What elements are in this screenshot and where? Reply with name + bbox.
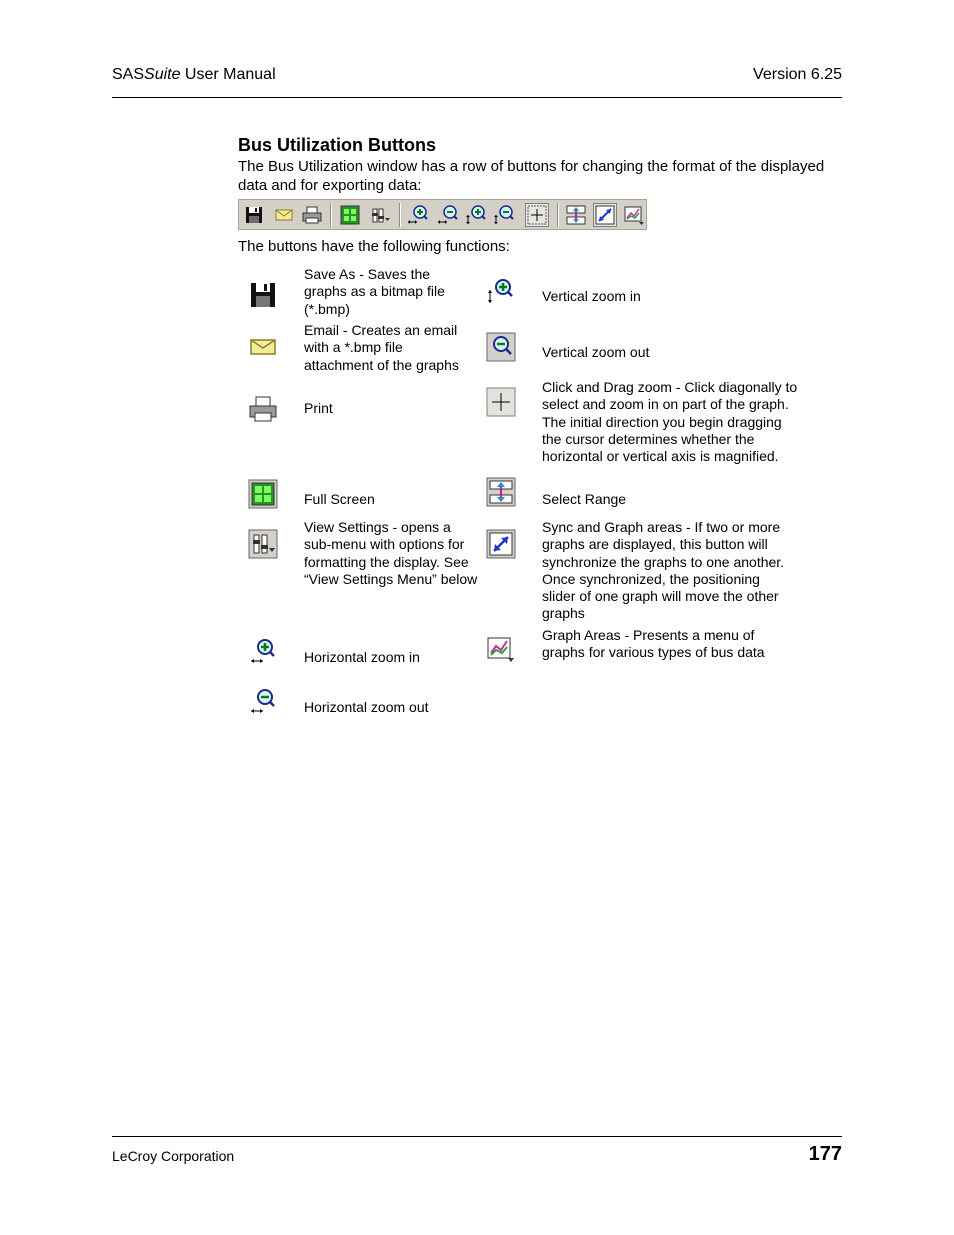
- sync-graph-areas-icon: [593, 203, 617, 227]
- select-range-description: Select Range: [542, 491, 627, 507]
- full-screen-icon: [339, 204, 361, 226]
- page-number: 177: [808, 1143, 842, 1165]
- full-screen-description: Full Screen: [304, 491, 375, 507]
- horizontal-zoom-in-icon: [248, 637, 278, 667]
- section-intro: The Bus Utilization window has a row of buttons for changing the format of the displayed data and for exporting data:: [238, 158, 825, 194]
- full-screen-icon: [248, 479, 278, 509]
- vertical-zoom-out-icon: [486, 332, 516, 362]
- graph-areas-icon: [486, 634, 516, 664]
- vertical-zoom-in-description: Vertical zoom in: [542, 288, 641, 304]
- bus-utilization-toolbar: [238, 199, 647, 230]
- email-icon: [273, 204, 295, 226]
- print-icon: [301, 204, 323, 226]
- sync-graph-areas-description: Sync and Graph areas - If two or more graphs are displayed, this button will synchronize the graphs to one another. Once synchronized, the positioning slider of one graph will move the other graphs: [542, 519, 785, 622]
- click-drag-zoom-icon: [525, 203, 549, 227]
- select-range-icon: [565, 204, 587, 226]
- vertical-zoom-out-icon: [493, 204, 515, 226]
- horizontal-zoom-in-description: Horizontal zoom in: [304, 649, 420, 665]
- horizontal-zoom-out-description: Horizontal zoom out: [304, 699, 429, 715]
- save-as-description: Save As - Saves the graphs as a bitmap file (*.bmp): [304, 266, 445, 317]
- vertical-zoom-in-icon: [486, 277, 516, 307]
- vertical-zoom-out-description: Vertical zoom out: [542, 344, 650, 360]
- running-header-title: SASSuite User Manual: [112, 66, 276, 83]
- horizontal-zoom-out-icon: [248, 687, 278, 717]
- select-range-icon: [486, 477, 516, 507]
- email-description: Email - Creates an email with a *.bmp file attachment of the graphs: [304, 322, 459, 373]
- footer-company: LeCroy Corporation: [112, 1148, 235, 1164]
- sync-graph-areas-icon: [486, 529, 516, 559]
- vertical-zoom-in-icon: [465, 204, 487, 226]
- save-icon: [248, 280, 278, 310]
- section-title: Bus Utilization Buttons: [238, 135, 436, 155]
- email-icon: [248, 332, 278, 362]
- horizontal-zoom-out-icon: [437, 204, 459, 226]
- save-icon: [243, 204, 265, 226]
- footer-rule: [112, 1136, 842, 1137]
- view-settings-icon: [248, 529, 278, 559]
- click-drag-zoom-icon: [486, 387, 516, 417]
- print-description: Print: [304, 400, 333, 416]
- lead-sentence: The buttons have the following functions:: [238, 238, 510, 255]
- running-header-version: Version 6.25: [753, 66, 842, 83]
- view-settings-icon: [369, 204, 391, 226]
- graph-areas-description: Graph Areas - Presents a menu of graphs for various types of bus data: [542, 627, 765, 661]
- view-settings-description: View Settings - opens a sub-menu with options for formatting the display. See “View Settings Menu” below: [304, 519, 478, 587]
- click-drag-zoom-description: Click and Drag zoom - Click diagonally to select and zoom in on part of the graph. The initial direction you begin dragging the cursor determines whether the horizontal or vertical axis is magnified.: [542, 379, 798, 465]
- graph-areas-icon: [623, 204, 645, 226]
- horizontal-zoom-in-icon: [407, 204, 429, 226]
- header-rule: [112, 97, 842, 98]
- print-icon: [248, 394, 278, 424]
